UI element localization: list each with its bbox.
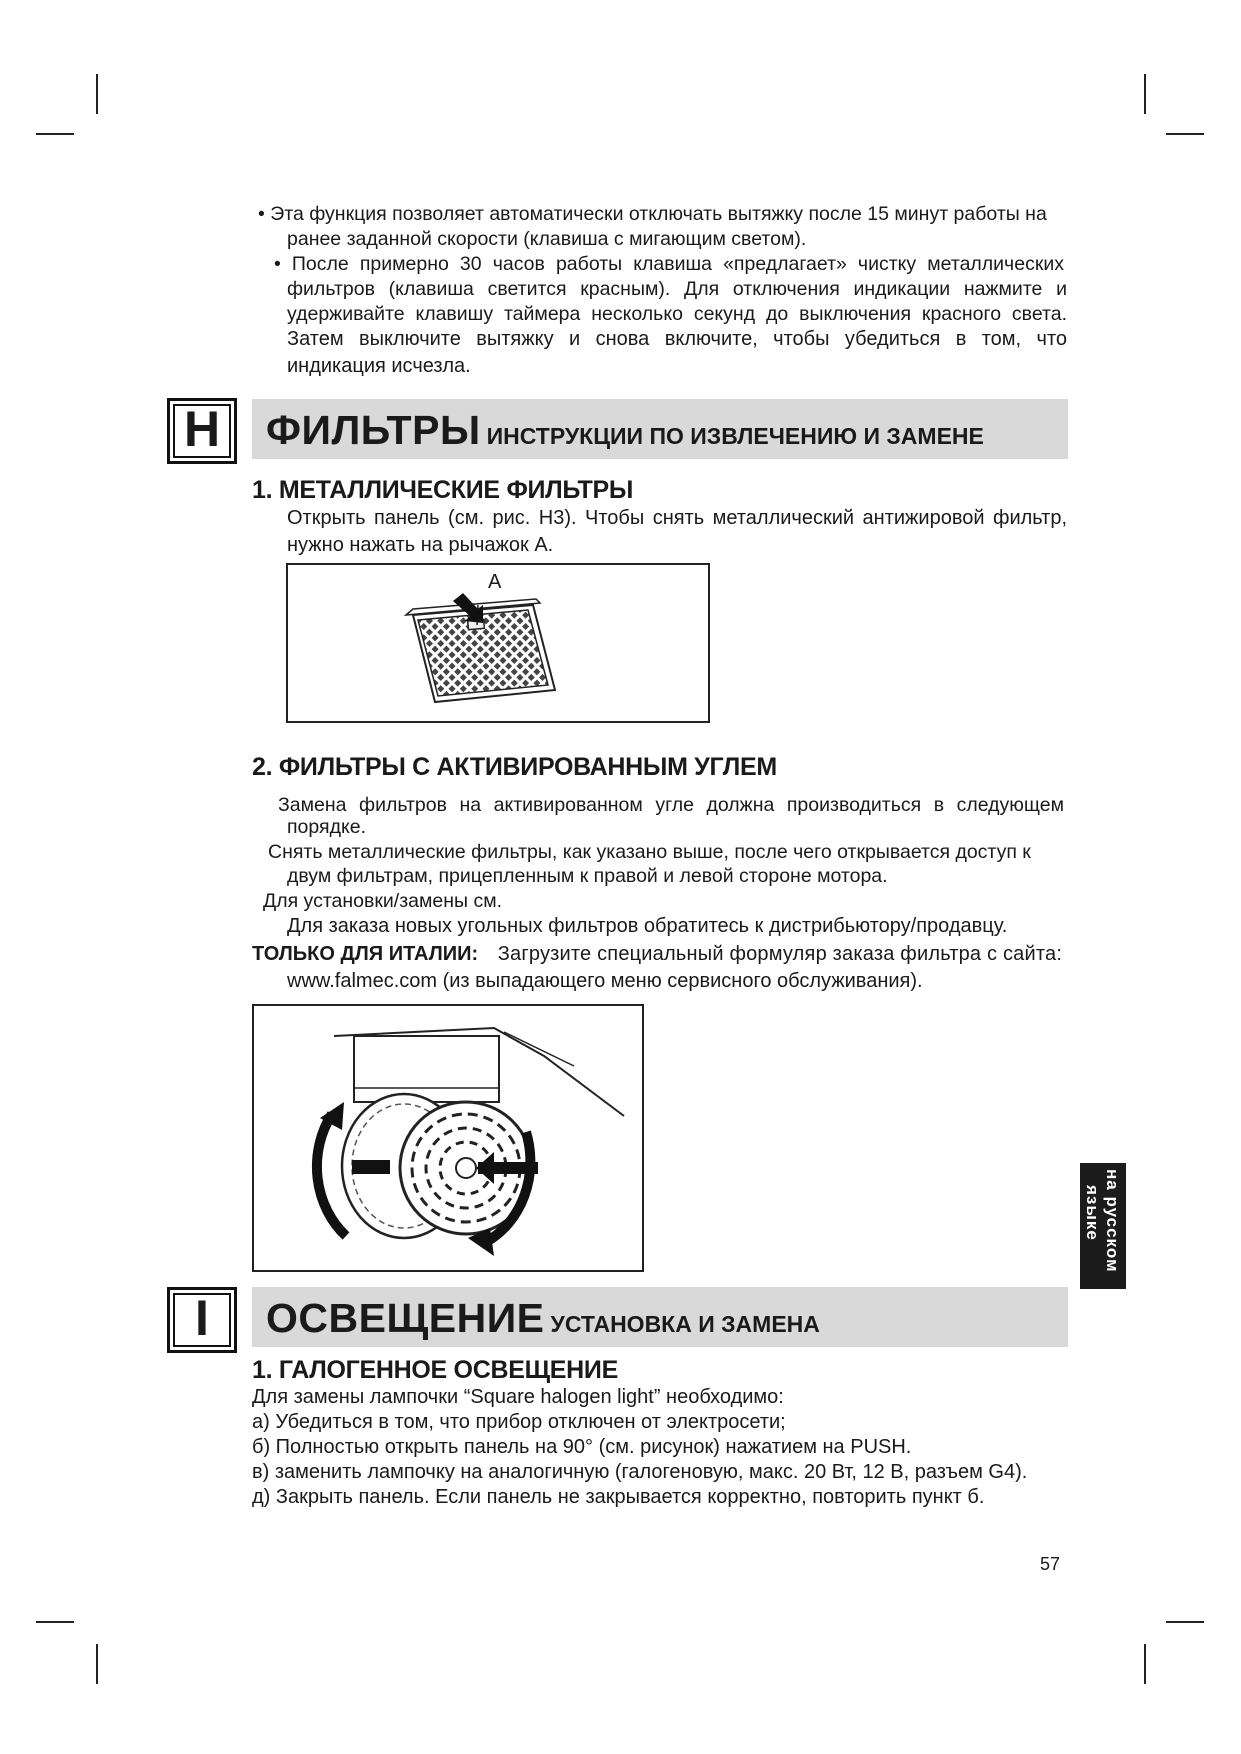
page-number: 57: [1040, 1554, 1061, 1574]
halogen-line-4: в) заменить лампочку на аналогичную (галогеновую, макс. 20 Вт, 12 В, разъем G4).: [252, 1461, 1028, 1483]
section-h-subtitle: ИНСТРУКЦИИ ПО ИЗВЛЕЧЕНИЮ И ЗАМЕНЕ: [486, 423, 984, 449]
heading-carbon-filters: 2. ФИЛЬТРЫ С АКТИВИРОВАННЫМ УГЛЕМ: [252, 753, 777, 781]
bullet-2-line-3: удерживайте клавишу таймера несколько секунд до выключения красного света.: [287, 303, 1067, 325]
carbon-p3: Для установки/замены см.: [263, 890, 503, 912]
italy-text: Загрузите специальный формуляр заказа фильтра с сайта:: [497, 943, 1063, 965]
crop-mark: [96, 74, 98, 114]
carbon-p2-line-2: двум фильтрам, прицепленным к правой и левой стороне мотора.: [287, 865, 888, 887]
crop-mark: [1166, 1621, 1204, 1623]
section-h-title: ФИЛЬТРЫ: [266, 407, 481, 453]
figure-metal-filter: [286, 563, 710, 723]
side-tab-line-1: на русском: [1103, 1169, 1122, 1273]
crop-mark: [1166, 133, 1204, 135]
figure-carbon-filter: [252, 1004, 644, 1272]
section-letter-i: I: [167, 1287, 237, 1353]
metal-filters-line-1: Открыть панель (см. рис. H3). Чтобы снять металлический антижировой фильтр,: [287, 507, 1067, 529]
section-h-banner: [252, 399, 1068, 459]
crop-mark: [36, 1621, 74, 1623]
crop-mark: [36, 133, 74, 135]
carbon-filter-illustration: [254, 1006, 642, 1270]
bullet-2-line-2: фильтров (клавиша светится красным). Для отключения индикации нажмите и: [287, 278, 1067, 300]
heading-metal-filters: 1. МЕТАЛЛИЧЕСКИЕ ФИЛЬТРЫ: [252, 476, 634, 504]
bullet-2-line-1: • После примерно 30 часов работы клавиша «предлагает» чистку металлических: [274, 253, 1064, 275]
carbon-p4: Для заказа новых угольных фильтров обратитесь к дистрибьютору/продавцу.: [287, 915, 1008, 937]
figure-label-a: A: [488, 571, 502, 593]
italy-line-2: www.falmec.com (из выпадающего меню сервисного обслуживания).: [287, 970, 923, 992]
crop-mark: [1144, 1644, 1146, 1684]
bullet-2-line-4: Затем выключите вытяжку и снова включите, чтобы убедиться в том, что: [287, 328, 1067, 350]
section-i-title: ОСВЕЩЕНИЕ: [266, 1295, 545, 1341]
bullet-1-line-1: • Эта функция позволяет автоматически отключать вытяжку после 15 минут работы на: [258, 203, 1047, 225]
section-i-banner: [252, 1287, 1068, 1347]
metal-filters-line-2: нужно нажать на рычажок А.: [287, 534, 554, 556]
italy-label: ТОЛЬКО ДЛЯ ИТАЛИИ:: [252, 943, 479, 965]
section-i-subtitle: УСТАНОВКА И ЗАМЕНА: [550, 1311, 820, 1337]
halogen-line-1: Для замены лампочки “Square halogen light” необходимо:: [252, 1386, 784, 1408]
italy-line-1: [252, 942, 1068, 966]
section-letter-h: H: [167, 398, 237, 464]
halogen-line-5: д) Закрыть панель. Если панель не закрывается корректно, повторить пункт б.: [252, 1486, 985, 1508]
crop-mark: [1144, 74, 1146, 114]
carbon-p1-line-2: порядке.: [287, 816, 366, 838]
bullet-2-line-5: индикация исчезла.: [287, 355, 471, 377]
halogen-line-2: а) Убедиться в том, что прибор отключен от электросети;: [252, 1411, 786, 1433]
language-side-tab: [1080, 1163, 1126, 1289]
carbon-p1-line-1: Замена фильтров на активированном угле должна производиться в следующем: [278, 794, 1064, 816]
heading-halogen: 1. ГАЛОГЕННОЕ ОСВЕЩЕНИЕ: [252, 1356, 618, 1384]
halogen-line-3: б) Полностью открыть панель на 90° (см. рисунок) нажатием на PUSH.: [252, 1436, 912, 1458]
crop-mark: [96, 1644, 98, 1684]
bullet-1-line-2: ранее заданной скорости (клавиша с мигающим светом).: [287, 228, 807, 250]
carbon-p2-line-1: Снять металлические фильтры, как указано выше, после чего открывается доступ к: [268, 841, 1031, 863]
side-tab-line-2: языке: [1083, 1185, 1102, 1241]
